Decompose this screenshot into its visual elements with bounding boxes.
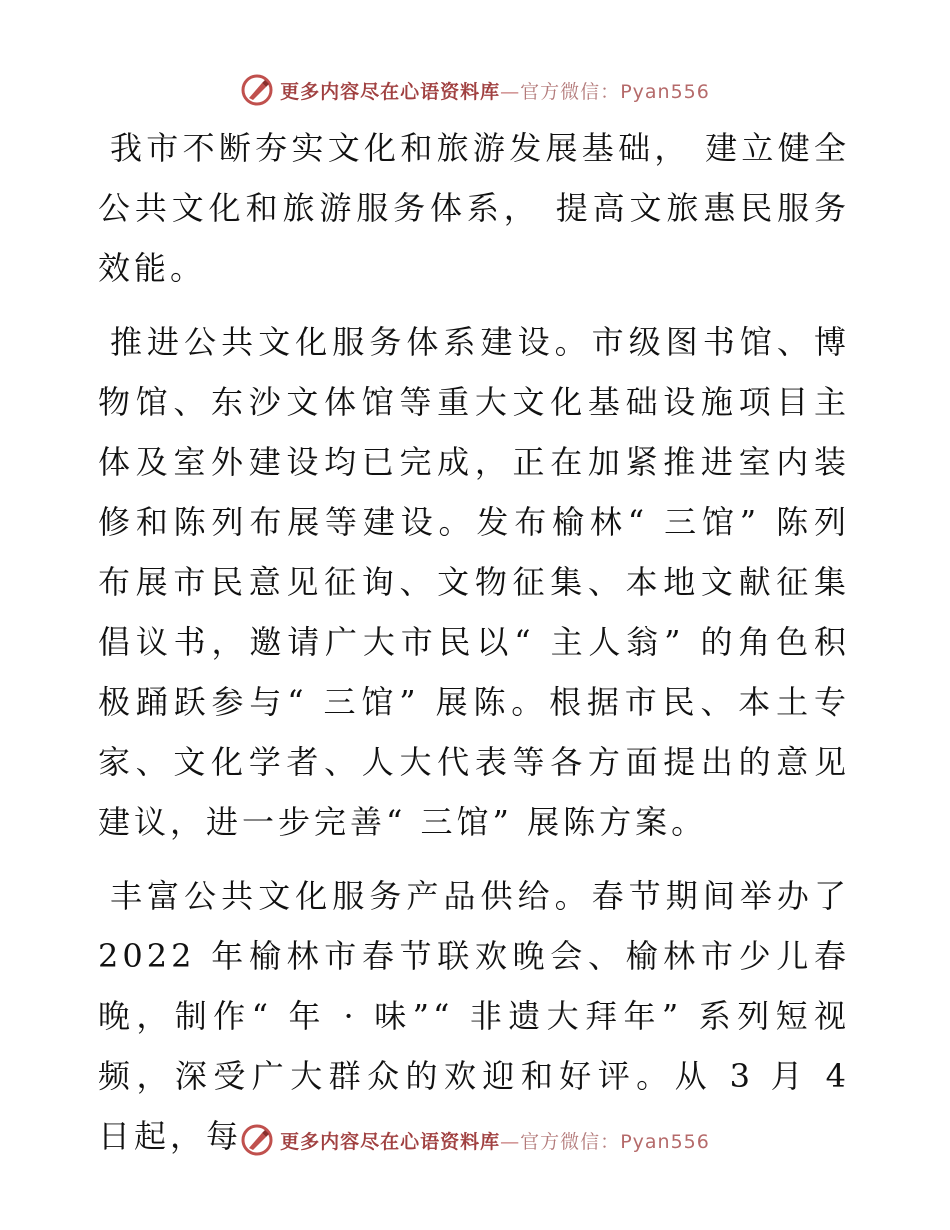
footer-watermark-banner — [0, 1120, 950, 1160]
watermark-dash: — — [500, 1130, 521, 1153]
watermark-text — [280, 1127, 710, 1154]
watermark-id: Pyan556 — [620, 80, 710, 103]
watermark-label: 官方微信： — [520, 1130, 621, 1153]
pen-logo-icon — [240, 1123, 274, 1157]
watermark-dash: — — [500, 80, 521, 103]
document-body — [98, 118, 850, 1180]
paragraph: 丰富公共文化服务产品供给。春节期间举办了 2022 年榆林市春节联欢晚会、榆林市少儿春晚，制作“ 年 · 味”“ 非遗大拜年” 系列短视频，深受广大群众的欢迎和好评。从 3 月 4 日起，每 — [98, 877, 850, 1155]
header-watermark-banner — [0, 70, 950, 110]
paragraph: 推进公共文化服务体系建设。市级图书馆、博物馆、东沙文体馆等重大文化基础设施项目主体及室外建设均已完成，正在加紧推进室内装修和陈列布展等建设。发布榆林“ 三馆” 陈列布展市民意见征询、文物征集、本地文献征集倡议书，邀请广大市民以“ 主人翁” 的角色积极踊跃参与“ 三馆” 展陈。根据市民、本土专家、文化学者、人大代表等各方面提出的意见建议，进一步完善“ 三馆” 展陈方案。 — [98, 323, 850, 841]
watermark-label: 官方微信： — [520, 80, 621, 103]
watermark-main: 更多内容尽在心语资料库 — [280, 1130, 501, 1153]
watermark-text — [280, 77, 710, 104]
paragraph: 我市不断夯实文化和旅游发展基础， 建立健全公共文化和旅游服务体系， 提高文旅惠民服务效能。 — [98, 129, 850, 287]
pen-logo-icon — [240, 73, 274, 107]
watermark-main: 更多内容尽在心语资料库 — [280, 80, 501, 103]
watermark-id: Pyan556 — [620, 1130, 710, 1153]
